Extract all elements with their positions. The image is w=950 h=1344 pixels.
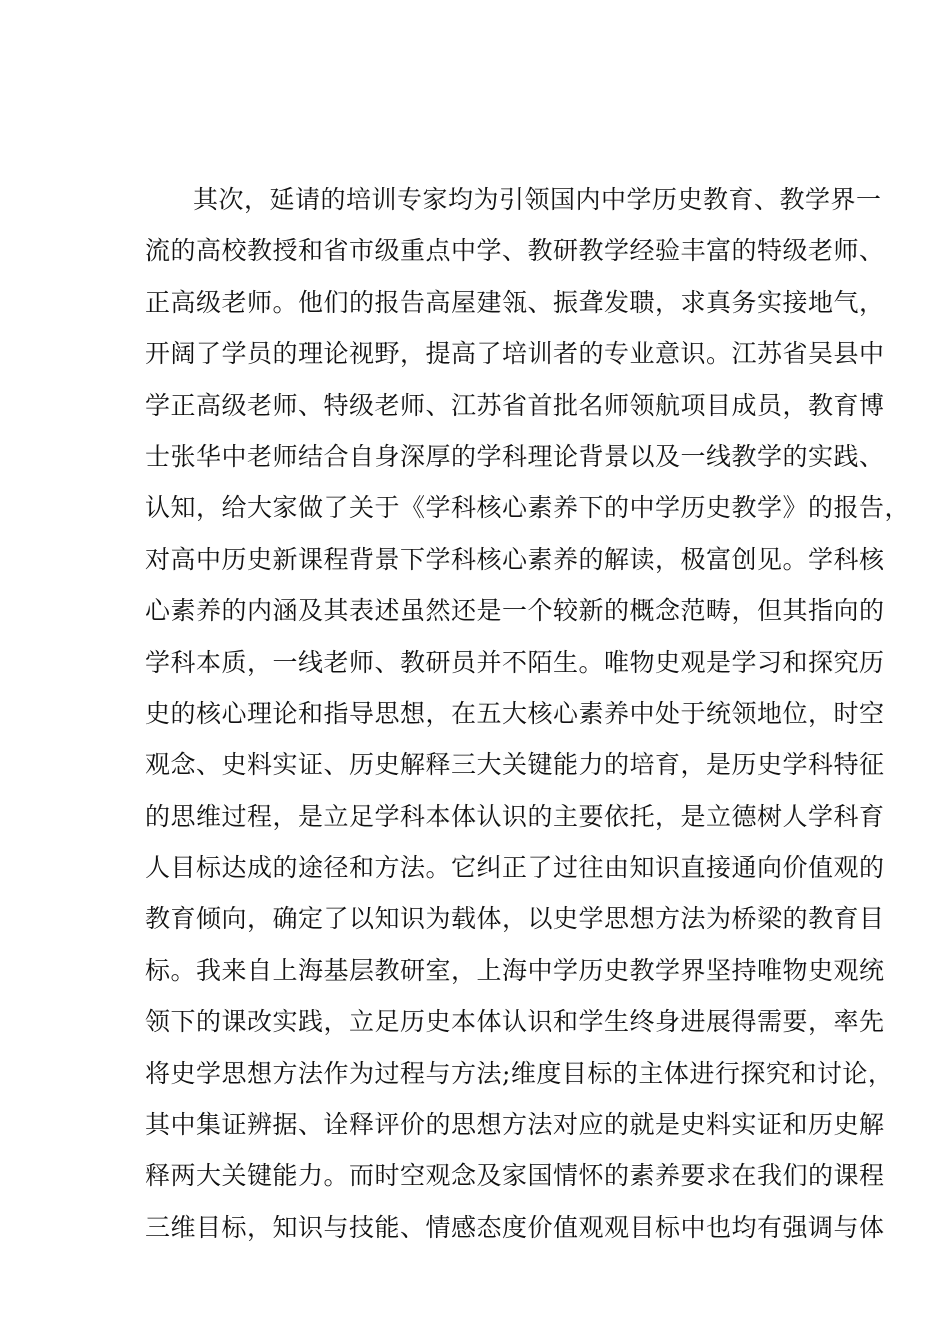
paragraph-line: 释两大关键能力。而时空观念及家国情怀的素养要求在我们的课程 [145,1161,885,1191]
paragraph-line: 其次，延请的培训专家均为引领国内中学历史教育、教学界一 [193,185,882,214]
paragraph-line: 其中集证辨据、诠释评价的思想方法对应的就是史料实证和历史解 [145,1110,885,1140]
paragraph-line: 心素养的内涵及其表述虽然还是一个较新的概念范畴，但其指向的 [145,596,885,626]
paragraph-line: 流的高校教授和省市级重点中学、教研教学经验丰富的特级老师、 [145,236,885,266]
paragraph-line: 将史学思想方法作为过程与方法;维度目标的主体进行探究和讨论， [145,1058,894,1088]
paragraph-line: 人目标达成的途径和方法。它纠正了过往由知识直接通向价值观的 [145,853,885,883]
paragraph-line: 学正高级老师、特级老师、江苏省首批名师领航项目成员，教育博 [145,390,885,420]
paragraph-line: 开阔了学员的理论视野，提高了培训者的专业意识。江苏省吴县中 [145,339,885,369]
paragraph-line: 正高级老师。他们的报告高屋建瓴、振聋发聩，求真务实接地气， [145,287,885,317]
paragraph-line: 对高中历史新课程背景下学科核心素养的解读，极富创见。学科核 [145,544,885,574]
paragraph-line: 史的核心理论和指导思想，在五大核心素养中处于统领地位，时空 [145,698,885,728]
paragraph-line: 观念、史料实证、历史解释三大关键能力的培育，是历史学科特征 [145,750,885,780]
paragraph-line: 的思维过程，是立足学科本体认识的主要依托，是立德树人学科育 [145,801,885,831]
paragraph-line: 领下的课改实践，立足历史本体认识和学生终身进展得需要，率先 [145,1007,885,1037]
paragraph-line: 士张华中老师结合自身深厚的学科理论背景以及一线教学的实践、 [145,441,885,471]
paragraph-line: 学科本质，一线老师、教研员并不陌生。唯物史观是学习和探究历 [145,647,885,677]
paragraph-line: 三维目标，知识与技能、情感态度价值观观目标中也均有强调与体 [145,1212,885,1242]
paragraph-line: 教育倾向，确定了以知识为载体，以史学思想方法为桥梁的教育目 [145,904,885,934]
paragraph-line: 标。我来自上海基层教研室，上海中学历史教学界坚持唯物史观统 [145,955,885,985]
paragraph-line: 认知，给大家做了关于《学科核心素养下的中学历史教学》的报告， [145,493,911,523]
body-paragraph [145,180,911,1259]
